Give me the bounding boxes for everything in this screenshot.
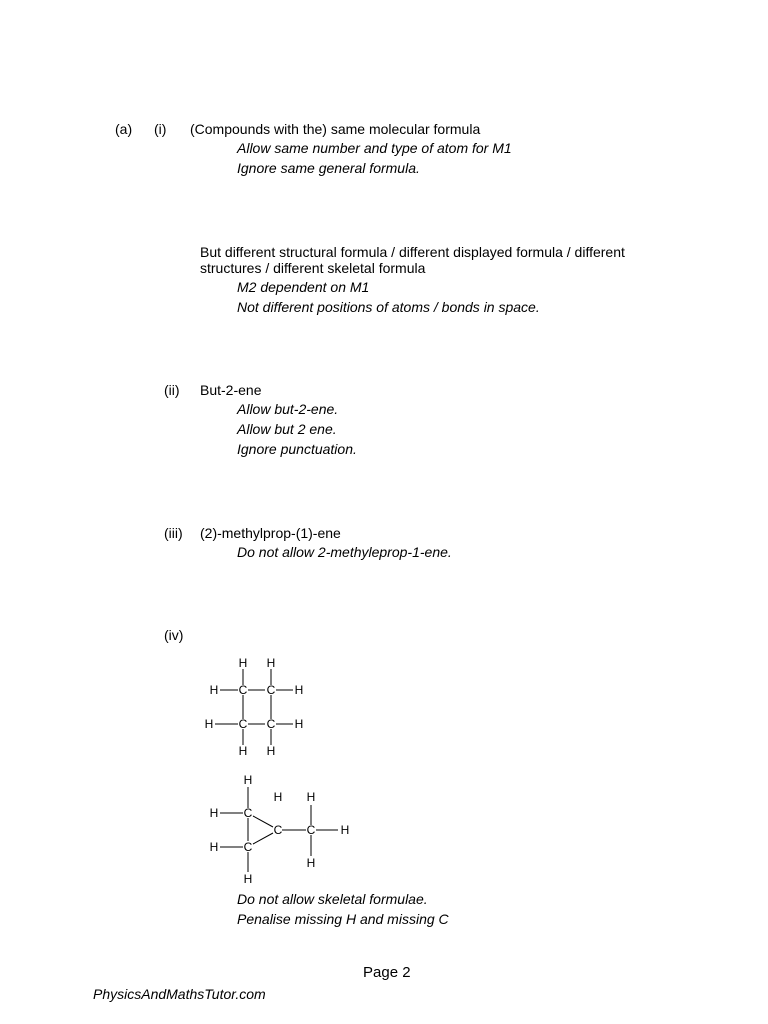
hydrogen-atom: H <box>238 656 248 670</box>
carbon-atom: C <box>243 840 253 854</box>
part-ii-note-2: Allow but 2 ene. <box>237 421 337 437</box>
part-i-m2-note-1: M2 dependent on M1 <box>237 279 370 295</box>
hydrogen-atom: H <box>294 717 304 731</box>
carbon-atom: C <box>266 717 276 731</box>
hydrogen-atom: H <box>340 823 350 837</box>
carbon-atom: C <box>238 683 248 697</box>
carbon-atom: C <box>243 806 253 820</box>
hydrogen-atom: H <box>266 656 276 670</box>
part-iii-label: (iii) <box>164 525 183 541</box>
carbon-atom: C <box>273 823 283 837</box>
hydrogen-atom: H <box>238 744 248 758</box>
hydrogen-atom: H <box>209 840 219 854</box>
page-number: Page 2 <box>363 964 411 981</box>
hydrogen-atom: H <box>294 683 304 697</box>
hydrogen-atom: H <box>266 744 276 758</box>
hydrogen-atom: H <box>273 790 283 804</box>
part-i-answer-m2: But different structural formula / different displayed formula / different structures / different skeletal formula <box>200 244 625 276</box>
hydrogen-atom: H <box>209 806 219 820</box>
part-iv-label: (iv) <box>164 627 184 643</box>
part-a-label: (a) <box>115 121 133 137</box>
part-i-note-1: Allow same number and type of atom for M1 <box>237 140 512 156</box>
hydrogen-atom: H <box>204 717 214 731</box>
hydrogen-atom: H <box>243 773 253 787</box>
part-i-answer: (Compounds with the) same molecular formula <box>190 121 481 137</box>
cyclobutane-structure <box>195 650 315 762</box>
part-iv-note-1: Do not allow skeletal formulae. <box>237 891 428 907</box>
part-ii-note-1: Allow but-2-ene. <box>237 401 339 417</box>
carbon-atom: C <box>238 717 248 731</box>
hydrogen-atom: H <box>209 683 219 697</box>
part-iii-note-1: Do not allow 2-methyleprop-1-ene. <box>237 544 452 560</box>
part-i-m2-note-2: Not different positions of atoms / bonds in space. <box>237 299 540 315</box>
hydrogen-atom: H <box>306 790 316 804</box>
carbon-atom: C <box>306 823 316 837</box>
methylcyclopropane-structure <box>200 770 360 888</box>
part-i-label: (i) <box>154 121 167 137</box>
part-ii-note-3: Ignore punctuation. <box>237 441 357 457</box>
hydrogen-atom: H <box>306 856 316 870</box>
part-iii-answer: (2)-methylprop-(1)-ene <box>200 525 341 541</box>
part-iv-note-2: Penalise missing H and missing C <box>237 911 449 927</box>
part-ii-answer: But-2-ene <box>200 382 262 398</box>
part-i-note-2: Ignore same general formula. <box>237 160 420 176</box>
part-ii-label: (ii) <box>164 382 180 398</box>
site-footer: PhysicsAndMathsTutor.com <box>93 986 266 1002</box>
carbon-atom: C <box>266 683 276 697</box>
hydrogen-atom: H <box>243 872 253 886</box>
